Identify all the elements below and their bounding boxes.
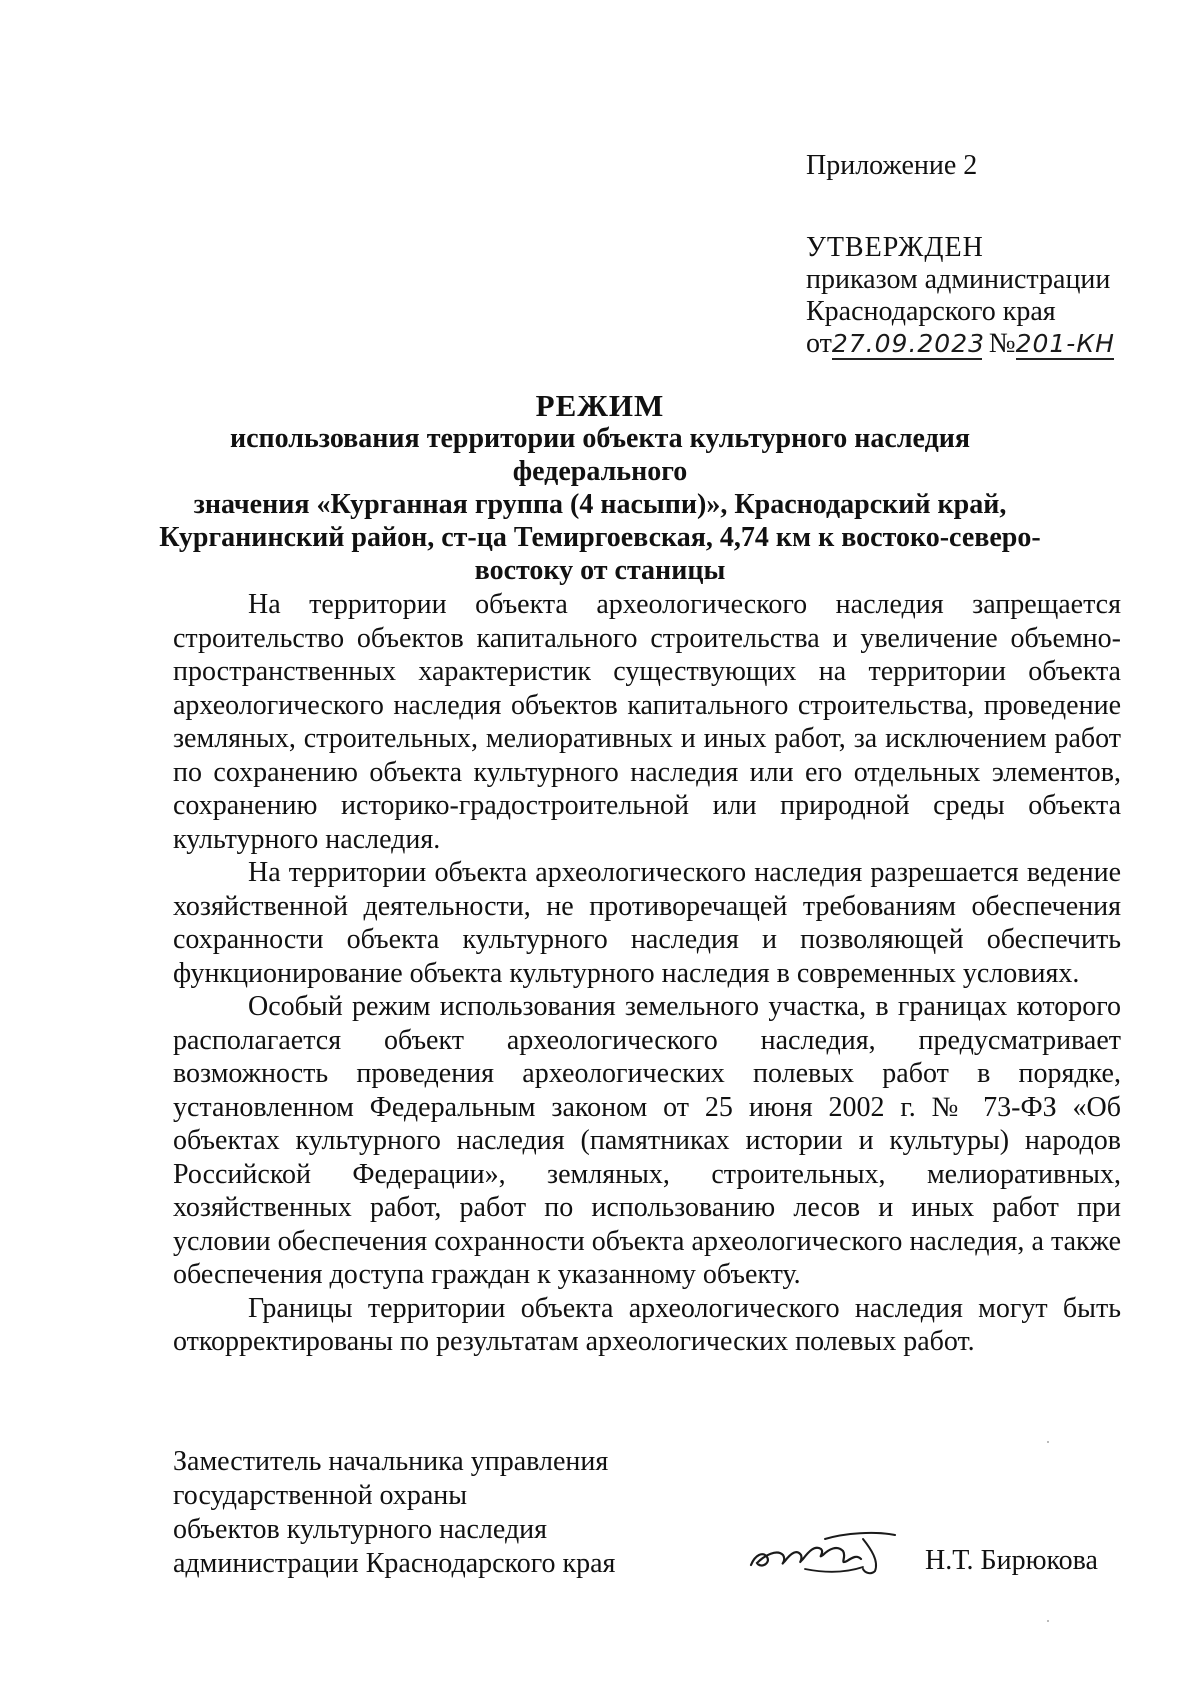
position-line-1: Заместитель начальника управления [173, 1446, 609, 1477]
document-body [173, 588, 1121, 1359]
position-line-2: государственной охраны [173, 1480, 468, 1511]
date-handwritten: 27.09.2023 [831, 329, 986, 358]
body-paragraph-1: На территории объекта археологического наследия запрещается строительство объектов капитального строительства и увеличение объемно-пространственных характеристик существующих на территории объекта археологического наследия объектов капитального строительства, проведение земляных, строительных, мелиоративных и иных работ, за исключением работ по сохранению объекта культурного наследия или его отдельных элементов, сохранению историко-градостроительной или природной среды объекта культурного наследия. [173, 589, 1121, 855]
number-handwritten: 201-КН [1015, 329, 1115, 358]
body-paragraph-2: На территории объекта археологического наследия разрешается ведение хозяйственной деятельности, не противоречащей требованиям обеспечения сохранности объекта культурного наследия и позволяющей обеспечить функционирование объекта культурного наследия в современных условиях. [173, 857, 1121, 989]
approval-block [806, 150, 1146, 362]
number-prefix: № [988, 328, 1016, 359]
appendix-label: Приложение 2 [806, 150, 978, 181]
title-line-1: использования территории объекта культурного наследия федерального [229, 423, 971, 487]
approval-order-line-1: приказом администрации [806, 264, 1111, 295]
title-line-4: востоку от станицы [474, 555, 726, 586]
document-title-block [150, 389, 1050, 587]
approved-heading: УТВЕРЖДЕН [806, 232, 984, 263]
position-line-3: объектов культурного наследия [173, 1514, 548, 1545]
body-paragraph-3: Особый режим использования земельного участка, в границах которого располагается объект археологического наследия, предусматривает возможность проведения археологических полевых работ в порядке, установленном Федеральным законом от 25 июня 2002 г. № 73-ФЗ «Об объектах культурного наследия (памятниках истории и культуры) народов Российской Федерации», земляных, строительных, мелиоративных, хозяйственных работ, работ по использованию лесов и иных работ при условии обеспечения сохранности объекта археологического наследия, а также обеспечения доступа граждан к указанному объекту. [173, 991, 1121, 1290]
body-paragraph-4: Границы территории объекта археологического наследия могут быть откорректированы по результатам археологических полевых работ. [173, 1292, 1121, 1357]
number-field [1016, 330, 1114, 360]
position-line-4: администрации Краснодарского края [173, 1548, 616, 1579]
scan-speck [1047, 1620, 1049, 1622]
approval-order-line-2: Краснодарского края [806, 296, 1056, 327]
date-field [831, 329, 986, 360]
document-title: РЕЖИМ [535, 388, 665, 423]
date-prefix: от [806, 328, 832, 359]
scan-speck [1047, 1441, 1049, 1443]
approval-date-number [806, 328, 1146, 362]
handwritten-signature [745, 1525, 910, 1577]
title-line-2: значения «Курганная группа (4 насыпи)», Краснодарский край, [193, 489, 1007, 520]
signatory-name: Н.Т. Бирюкова [925, 1545, 1098, 1576]
title-line-3: Курганинский район, ст-ца Темиргоевская, 4,74 км к востоко-северо- [159, 522, 1041, 553]
signatory-position [173, 1445, 615, 1581]
